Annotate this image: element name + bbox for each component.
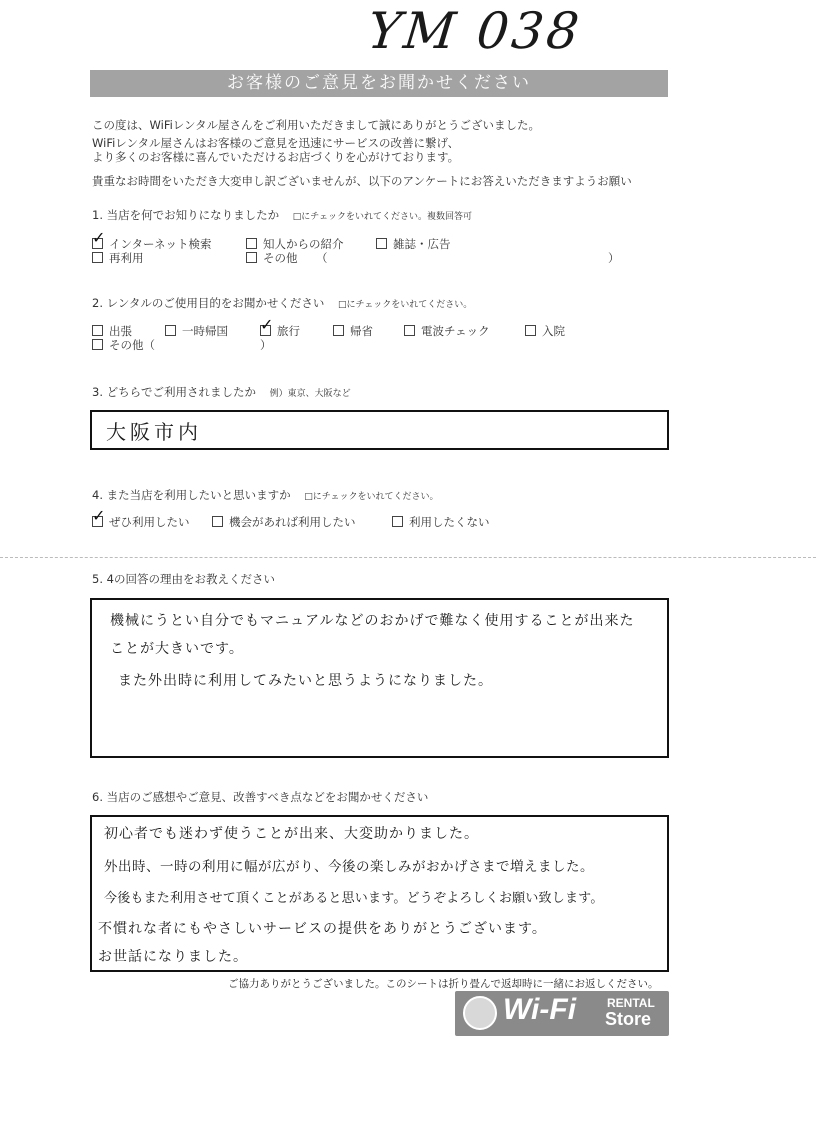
q4-option-if-chance[interactable] (212, 514, 356, 530)
question-2-label: 2. レンタルのご使用目的をお聞かせください (92, 296, 325, 310)
question-4 (92, 487, 439, 503)
question-1-label: 1. 当店を何でお知りになりましたか (92, 208, 280, 222)
question-2 (92, 295, 472, 311)
q1-option-other[interactable] (246, 250, 298, 266)
logo-main-text: Wi-Fi (503, 993, 577, 1026)
q2-option-homecoming-label: 帰省 (350, 324, 373, 338)
question-1 (92, 207, 472, 223)
checkbox[interactable] (392, 516, 403, 527)
question-5 (92, 571, 275, 587)
q2-option-other-label: その他（ (109, 338, 155, 352)
question-5-label: 5. 4の回答の理由をお教えください (92, 572, 275, 586)
q1-option-reuse[interactable] (92, 250, 144, 266)
q4-option-no[interactable] (392, 514, 490, 530)
q2-other-close: ） (260, 338, 272, 352)
q4-option-definitely-label: ぜひ利用したい (109, 515, 190, 529)
q6-answer-line: 初心者でも迷わず使うことが出来、大変助かりました。 (104, 826, 479, 842)
q4-option-definitely[interactable] (92, 514, 190, 530)
q6-answer-line: 外出時、一時の利用に幅が広がり、今後の楽しみがおかげさまで増えました。 (104, 859, 594, 875)
q1-option-reuse-label: 再利用 (109, 251, 144, 265)
fold-line (0, 557, 816, 558)
q4-option-no-label: 利用したくない (409, 515, 490, 529)
q2-option-signal-check-label: 電波チェック (421, 324, 490, 338)
question-1-note: □にチェックをいれてください。複数回答可 (292, 212, 473, 222)
q2-option-travel-label: 旅行 (277, 324, 300, 338)
q6-answer-line: 今後もまた利用させて頂くことがあると思います。どうぞよろしくお願い致します。 (104, 891, 604, 906)
question-2-note: □にチェックをいれてください。 (338, 300, 473, 310)
checkbox-checked[interactable] (92, 516, 103, 527)
q1-option-magazine[interactable] (376, 236, 451, 252)
wifi-rental-store-logo (455, 991, 669, 1036)
checkbox[interactable] (165, 325, 176, 336)
intro-line-2: WiFiレンタル屋さんはお客様のご意見を迅速にサービスの改善に繋げ、 (92, 136, 460, 150)
checkbox[interactable] (246, 238, 257, 249)
q2-option-home-visit-label: 一時帰国 (182, 324, 228, 338)
question-3-label: 3. どちらでご利用されましたか (92, 385, 257, 399)
q1-other-open: （ (316, 251, 328, 265)
question-4-label: 4. また当店を利用したいと思いますか (92, 488, 291, 502)
q3-answer-text: 大阪市内 (106, 420, 202, 444)
q6-answer-line: お世話になりました。 (98, 949, 248, 965)
q6-answer-line: 不慣れな者にもやさしいサービスの提供をありがとうございます。 (98, 921, 547, 937)
checkbox-checked[interactable] (92, 238, 103, 249)
q2-option-homecoming[interactable] (333, 323, 373, 339)
intro-line-3: より多くのお客様に喜んでいただけるお店づくりを心がけております。 (92, 150, 460, 164)
checkbox[interactable] (333, 325, 344, 336)
checkbox[interactable] (92, 339, 103, 350)
checkbox[interactable] (246, 252, 257, 263)
question-6-label: 6. 当店のご感想やご意見、改善すべき点などをお聞かせください (92, 790, 429, 804)
q5-answer-line: ことが大きいです。 (110, 641, 244, 657)
checkbox[interactable] (404, 325, 415, 336)
checkbox-checked[interactable] (260, 325, 271, 336)
q2-option-business-label: 出張 (109, 324, 132, 338)
checkbox[interactable] (92, 325, 103, 336)
q1-option-other-label: その他 (263, 251, 298, 265)
checkbox[interactable] (376, 238, 387, 249)
q1-other-close: ） (608, 251, 620, 265)
mascot-icon (463, 996, 497, 1030)
question-4-note: □にチェックをいれてください。 (304, 492, 439, 502)
document-id: YM 038 (364, 2, 585, 60)
q2-option-signal-check[interactable] (404, 323, 490, 339)
question-6 (92, 789, 428, 805)
q1-option-internet-label: インターネット検索 (109, 237, 212, 251)
question-3 (92, 384, 351, 400)
checkbox[interactable] (92, 252, 103, 263)
page-title: お客様のご意見をお聞かせください (90, 70, 668, 97)
q2-option-hospital[interactable] (525, 323, 565, 339)
question-3-example: 例）東京、大阪など (269, 389, 351, 399)
footer-thanks: ご協力ありがとうございました。このシートは折り畳んで返却時に一緒にお返しください。 (228, 978, 659, 990)
q2-option-home-visit[interactable] (165, 323, 228, 339)
q2-option-hospital-label: 入院 (542, 324, 565, 338)
q4-option-if-chance-label: 機会があれば利用したい (229, 515, 356, 529)
checkbox[interactable] (525, 325, 536, 336)
q2-option-other[interactable] (92, 337, 155, 353)
q5-answer-line: 機械にうとい自分でもマニュアルなどのおかげで難なく使用することが出来た (110, 613, 635, 629)
q1-option-magazine-label: 雑誌・広告 (393, 237, 451, 251)
q5-answer-line: また外出時に利用してみたいと思うようになりました。 (118, 673, 493, 689)
intro-line-4: 貴重なお時間をいただき大変申し訳ございませんが、以下のアンケートにお答えいただきますようお願い (92, 174, 632, 188)
intro-line-1: この度は、WiFiレンタル屋さんをご利用いただきまして誠にありがとうございました。 (92, 118, 541, 132)
q1-option-referral-label: 知人からの紹介 (263, 237, 344, 251)
checkbox[interactable] (212, 516, 223, 527)
logo-rental-text: RENTAL (607, 996, 655, 1010)
logo-store-text: Store (605, 1009, 652, 1029)
